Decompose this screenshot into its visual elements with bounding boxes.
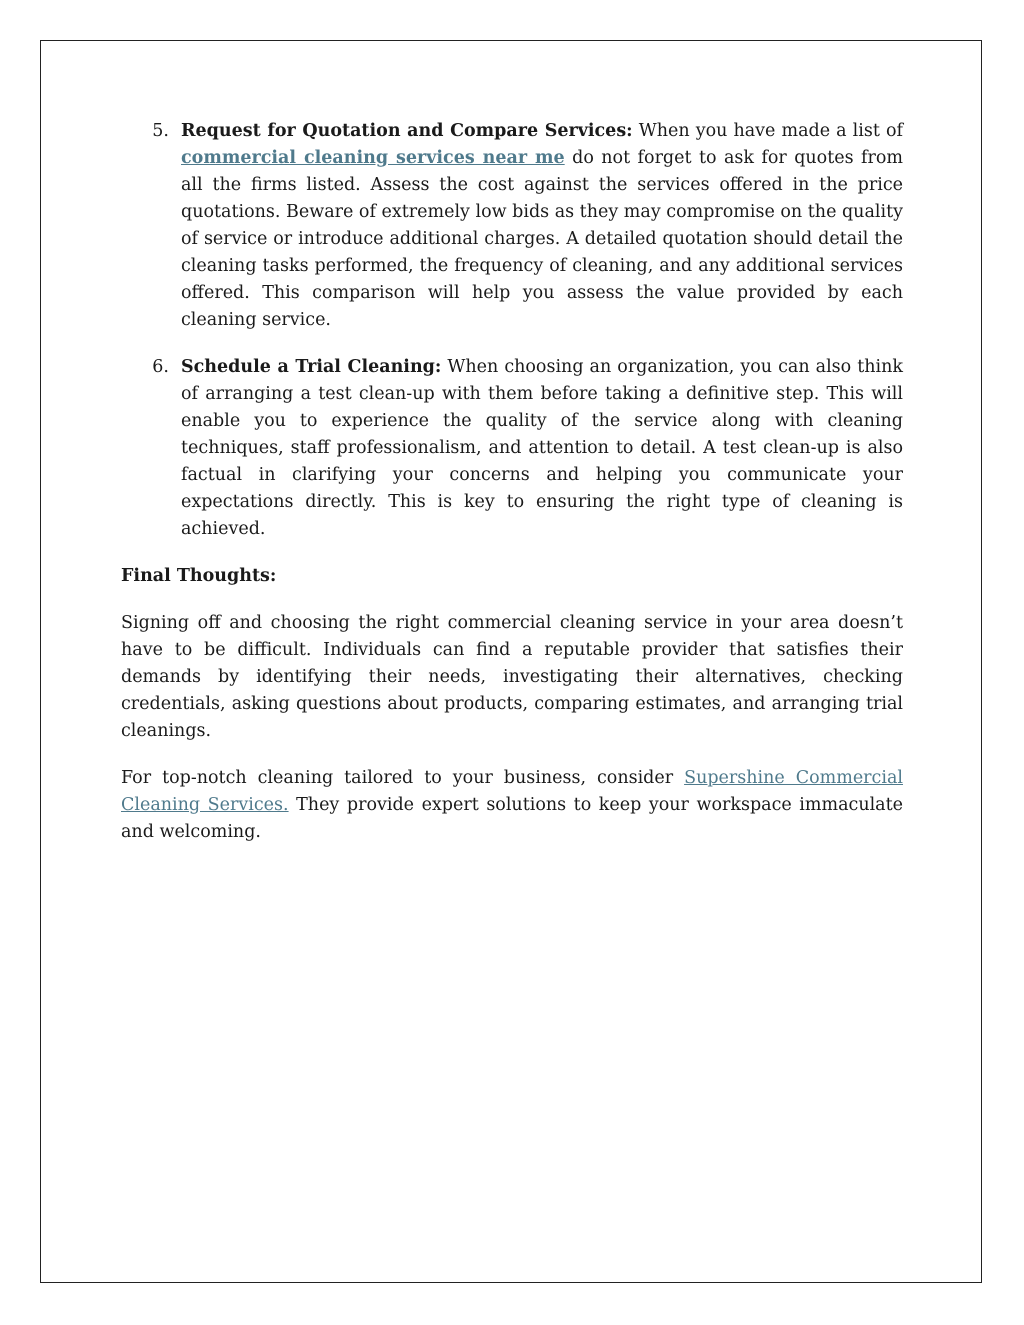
list-item-trial-cleaning [121,354,903,543]
list-item-text: do not forget to ask for quotes from all the firms listed. Assess the cost against the services offered in the price quotations. Beware of extremely low bids as they may compromise on the quality of service or introduce additional charges. A detailed quotation should detail the cleaning tasks performed, the frequency of cleaning, and any additional services offered. This comparison will help you assess the value provided by each cleaning service. [181,148,904,330]
list-item-text: When you have made a list of [632,121,903,141]
list-item-title: Schedule a Trial Cleaning: [181,357,442,377]
list-item-quotation [121,118,903,334]
closing-text: For top-notch cleaning tailored to your business, consider [121,768,685,788]
list-item-text: When choosing an organization, you can also think of arranging a test clean-up with them before taking a definitive step. This will enable you to experience the quality of the service along with cleaning techniques, staff professionalism, and attention to detail. A test clean-up is also factual in clarifying your concerns and helping you communicate your expectations directly. This is key to ensuring the right type of cleaning is achieved. [181,357,903,539]
document-content [121,118,903,866]
list-number: 5. [152,121,169,141]
list-number: 6. [152,357,169,377]
list-item-body [181,354,903,543]
supershine-link[interactable]: Supershine Commercial Cleaning Services. [121,768,903,815]
closing-paragraph [121,765,903,846]
final-thoughts-heading: Final Thoughts: [121,566,277,586]
final-thoughts-paragraph: Signing off and choosing the right commercial cleaning service in your area doesn’t have to be difficult. Individuals can find a reputable provider that satisfies their demands by identifying their needs, investigating their alternatives, checking credentials, asking questions about products, comparing estimates, and arranging trial cleanings. [121,613,903,741]
commercial-cleaning-link[interactable]: commercial cleaning services near me [181,148,565,168]
list-item-body [181,118,903,334]
closing-text: They provide expert solutions to keep your workspace immaculate and welcoming. [121,795,904,842]
list-item-title: Request for Quotation and Compare Services: [181,121,633,141]
